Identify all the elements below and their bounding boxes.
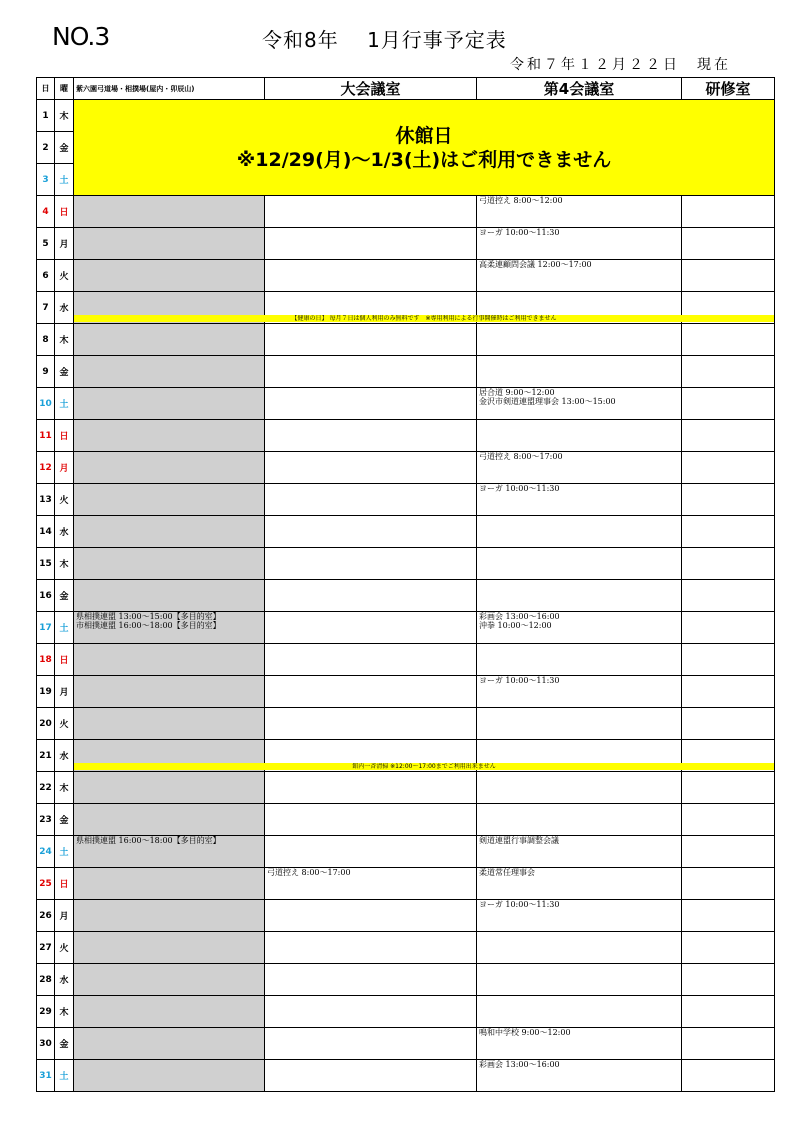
training-cell bbox=[682, 804, 775, 836]
day-number: 8 bbox=[37, 324, 55, 356]
kyudo-cell: 県相撲連盟 16:00～18:00【多目的室】 bbox=[74, 836, 265, 868]
hall-cell bbox=[265, 260, 477, 292]
day-number: 19 bbox=[37, 676, 55, 708]
table-row bbox=[37, 1028, 775, 1060]
hall-cell bbox=[265, 932, 477, 964]
document-number: NO.3 bbox=[52, 22, 110, 51]
room4-cell: 柔道常任理事会 bbox=[477, 868, 682, 900]
training-cell bbox=[682, 996, 775, 1028]
weekday-label: 金 bbox=[55, 132, 74, 164]
day-number: 14 bbox=[37, 516, 55, 548]
kyudo-cell bbox=[74, 356, 265, 388]
training-cell bbox=[682, 1060, 775, 1092]
kyudo-cell bbox=[74, 324, 265, 356]
kyudo-cell bbox=[74, 708, 265, 740]
closure-note: ※12/29(月)～1/3(土)はご利用できません bbox=[236, 148, 612, 171]
day-number: 28 bbox=[37, 964, 55, 996]
kyudo-cell bbox=[74, 484, 265, 516]
training-cell bbox=[682, 484, 775, 516]
room4-cell bbox=[477, 580, 682, 612]
training-cell bbox=[682, 1028, 775, 1060]
kyudo-cell bbox=[74, 196, 265, 228]
table-row bbox=[37, 260, 775, 292]
hall-cell bbox=[265, 1028, 477, 1060]
day-number: 18 bbox=[37, 644, 55, 676]
hall-cell bbox=[265, 548, 477, 580]
day-number: 12 bbox=[37, 452, 55, 484]
hall-cell bbox=[265, 964, 477, 996]
training-cell bbox=[682, 260, 775, 292]
room4-cell bbox=[477, 932, 682, 964]
training-cell bbox=[682, 612, 775, 644]
room4-cell bbox=[477, 644, 682, 676]
day-number: 4 bbox=[37, 196, 55, 228]
table-row bbox=[37, 708, 775, 740]
day-number: 22 bbox=[37, 772, 55, 804]
day-number: 24 bbox=[37, 836, 55, 868]
day-number: 15 bbox=[37, 548, 55, 580]
day-number: 11 bbox=[37, 420, 55, 452]
day-number: 26 bbox=[37, 900, 55, 932]
weekday-label: 日 bbox=[55, 644, 74, 676]
table-row bbox=[37, 228, 775, 260]
day-number: 2 bbox=[37, 132, 55, 164]
training-cell bbox=[682, 676, 775, 708]
hall-cell bbox=[265, 1060, 477, 1092]
training-cell bbox=[682, 452, 775, 484]
room4-cell: 弓道控え 8:00～12:00 bbox=[477, 196, 682, 228]
schedule-table bbox=[36, 77, 775, 1092]
table-row bbox=[37, 1060, 775, 1092]
table-row bbox=[37, 516, 775, 548]
hall-cell bbox=[265, 356, 477, 388]
kyudo-cell bbox=[74, 1060, 265, 1092]
header-row bbox=[37, 78, 775, 100]
day-number: 25 bbox=[37, 868, 55, 900]
day-number: 23 bbox=[37, 804, 55, 836]
kyudo-cell bbox=[74, 1028, 265, 1060]
room4-cell bbox=[477, 356, 682, 388]
training-cell bbox=[682, 772, 775, 804]
day-number: 7 bbox=[37, 292, 55, 324]
room4-cell bbox=[477, 772, 682, 804]
day-number: 1 bbox=[37, 100, 55, 132]
training-cell bbox=[682, 580, 775, 612]
table-row bbox=[37, 836, 775, 868]
table-row bbox=[37, 676, 775, 708]
room4-cell: ヨーガ 10:00～11:30 bbox=[477, 900, 682, 932]
table-row bbox=[37, 932, 775, 964]
weekday-label: 土 bbox=[55, 1060, 74, 1092]
room4-cell: ヨーガ 10:00～11:30 bbox=[477, 484, 682, 516]
room4-cell: 彩画会 13:00～16:00 bbox=[477, 1060, 682, 1092]
training-cell bbox=[682, 964, 775, 996]
cleaning-notice: 館内一斉清掃 ※12:00～17:00までご利用出来ません bbox=[74, 763, 774, 770]
table-row bbox=[37, 772, 775, 804]
table-row bbox=[37, 612, 775, 644]
day-number: 30 bbox=[37, 1028, 55, 1060]
hall-cell bbox=[265, 324, 477, 356]
closure-title: 休館日 bbox=[395, 124, 453, 147]
table-row bbox=[37, 356, 775, 388]
day-number: 29 bbox=[37, 996, 55, 1028]
kyudo-cell bbox=[74, 964, 265, 996]
training-cell bbox=[682, 356, 775, 388]
weekday-label: 木 bbox=[55, 324, 74, 356]
weekday-label: 月 bbox=[55, 452, 74, 484]
weekday-label: 月 bbox=[55, 228, 74, 260]
training-cell bbox=[682, 644, 775, 676]
col-header-weekday: 曜 bbox=[55, 78, 74, 100]
hall-cell bbox=[265, 580, 477, 612]
table-row bbox=[37, 868, 775, 900]
hall-cell bbox=[265, 676, 477, 708]
kyudo-cell bbox=[74, 420, 265, 452]
room4-cell bbox=[477, 708, 682, 740]
weekday-label: 木 bbox=[55, 100, 74, 132]
room4-cell bbox=[477, 964, 682, 996]
col-header-room4: 第4会議室 bbox=[477, 78, 682, 100]
kyudo-cell bbox=[74, 548, 265, 580]
training-cell bbox=[682, 388, 775, 420]
table-row bbox=[37, 644, 775, 676]
weekday-label: 火 bbox=[55, 484, 74, 516]
kyudo-cell bbox=[74, 452, 265, 484]
weekday-label: 火 bbox=[55, 260, 74, 292]
weekday-label: 金 bbox=[55, 356, 74, 388]
hall-cell bbox=[265, 196, 477, 228]
room4-cell bbox=[477, 324, 682, 356]
kyudo-cell bbox=[74, 388, 265, 420]
day-number: 21 bbox=[37, 740, 55, 772]
day-number: 17 bbox=[37, 612, 55, 644]
col-header-hall: 大会議室 bbox=[265, 78, 477, 100]
col-header-kyudo: 紫六園弓道場・相撲場(屋内・卯辰山) bbox=[74, 78, 265, 100]
day-number: 6 bbox=[37, 260, 55, 292]
kyudo-cell bbox=[74, 804, 265, 836]
room4-cell: ヨーガ 10:00～11:30 bbox=[477, 228, 682, 260]
table-row bbox=[37, 484, 775, 516]
weekday-label: 水 bbox=[55, 292, 74, 324]
room4-cell bbox=[477, 420, 682, 452]
table-row bbox=[37, 324, 775, 356]
weekday-label: 日 bbox=[55, 868, 74, 900]
room4-cell: 高柔連顧問会議 12:00～17:00 bbox=[477, 260, 682, 292]
col-header-training: 研修室 bbox=[682, 78, 775, 100]
training-cell bbox=[682, 228, 775, 260]
day-number: 5 bbox=[37, 228, 55, 260]
training-cell bbox=[682, 836, 775, 868]
weekday-label: 水 bbox=[55, 964, 74, 996]
table-row bbox=[37, 804, 775, 836]
hall-cell bbox=[265, 612, 477, 644]
weekday-label: 土 bbox=[55, 612, 74, 644]
day-number: 13 bbox=[37, 484, 55, 516]
table-row bbox=[37, 964, 775, 996]
weekday-label: 月 bbox=[55, 900, 74, 932]
table-row bbox=[37, 900, 775, 932]
hall-cell bbox=[265, 644, 477, 676]
as-of-date: 令和７年１２月２２日 現在 bbox=[510, 57, 731, 73]
kyudo-cell bbox=[74, 228, 265, 260]
hall-cell bbox=[265, 708, 477, 740]
room4-cell: 剣道連盟行事調整会議 bbox=[477, 836, 682, 868]
hall-cell bbox=[265, 452, 477, 484]
kyudo-cell bbox=[74, 516, 265, 548]
room4-cell bbox=[477, 516, 682, 548]
training-cell bbox=[682, 516, 775, 548]
weekday-label: 木 bbox=[55, 548, 74, 580]
room4-cell: 居合道 9:00～12:00 金沢市剣道連盟理事会 13:00～15:00 bbox=[477, 388, 682, 420]
table-row bbox=[37, 100, 775, 132]
kyudo-cell bbox=[74, 580, 265, 612]
day-number: 20 bbox=[37, 708, 55, 740]
day-number: 27 bbox=[37, 932, 55, 964]
hall-cell bbox=[265, 228, 477, 260]
table-row bbox=[37, 580, 775, 612]
room4-cell: 彩画会 13:00～16:00 沖拳 10:00～12:00 bbox=[477, 612, 682, 644]
kyudo-cell bbox=[74, 996, 265, 1028]
col-header-day: 日 bbox=[37, 78, 55, 100]
weekday-label: 日 bbox=[55, 196, 74, 228]
kyudo-cell bbox=[74, 772, 265, 804]
training-cell bbox=[682, 196, 775, 228]
weekday-label: 金 bbox=[55, 580, 74, 612]
day-number: 16 bbox=[37, 580, 55, 612]
hall-cell bbox=[265, 516, 477, 548]
weekday-label: 土 bbox=[55, 836, 74, 868]
hall-cell: 弓道控え 8:00～17:00 bbox=[265, 868, 477, 900]
weekday-label: 木 bbox=[55, 996, 74, 1028]
table-row bbox=[37, 196, 775, 228]
training-cell bbox=[682, 932, 775, 964]
weekday-label: 土 bbox=[55, 388, 74, 420]
weekday-label: 金 bbox=[55, 1028, 74, 1060]
weekday-label: 金 bbox=[55, 804, 74, 836]
closure-block bbox=[74, 100, 775, 196]
hall-cell bbox=[265, 484, 477, 516]
day-number: 9 bbox=[37, 356, 55, 388]
page-title: 令和8年 1月行事予定表 bbox=[262, 28, 507, 52]
training-cell bbox=[682, 548, 775, 580]
kyudo-cell bbox=[74, 644, 265, 676]
hall-cell bbox=[265, 804, 477, 836]
table-row bbox=[37, 996, 775, 1028]
hall-cell bbox=[265, 836, 477, 868]
hall-cell bbox=[265, 420, 477, 452]
schedule-body bbox=[37, 100, 775, 1092]
health-day-notice: 【健康の日】 毎月７日は個人利用のみ無料です ※専用利用による行事開催時はご利用できません bbox=[74, 315, 774, 322]
room4-cell: ヨーガ 10:00～11:30 bbox=[477, 676, 682, 708]
hall-cell bbox=[265, 996, 477, 1028]
day-number: 3 bbox=[37, 164, 55, 196]
hall-cell bbox=[265, 900, 477, 932]
weekday-label: 火 bbox=[55, 708, 74, 740]
weekday-label: 木 bbox=[55, 772, 74, 804]
kyudo-cell bbox=[74, 900, 265, 932]
weekday-label: 日 bbox=[55, 420, 74, 452]
training-cell bbox=[682, 868, 775, 900]
kyudo-cell bbox=[74, 676, 265, 708]
training-cell bbox=[682, 900, 775, 932]
training-cell bbox=[682, 324, 775, 356]
table-row bbox=[37, 420, 775, 452]
training-cell bbox=[682, 708, 775, 740]
room4-cell bbox=[477, 804, 682, 836]
day-number: 10 bbox=[37, 388, 55, 420]
weekday-label: 水 bbox=[55, 516, 74, 548]
training-cell bbox=[682, 420, 775, 452]
room4-cell bbox=[477, 996, 682, 1028]
table-row bbox=[37, 548, 775, 580]
room4-cell: 弓道控え 8:00～17:00 bbox=[477, 452, 682, 484]
kyudo-cell bbox=[74, 260, 265, 292]
day-number: 31 bbox=[37, 1060, 55, 1092]
hall-cell bbox=[265, 388, 477, 420]
kyudo-cell: 県相撲連盟 13:00～15:00【多目的室】 市相撲連盟 16:00～18:00【多目的室】 bbox=[74, 612, 265, 644]
hall-cell bbox=[265, 772, 477, 804]
kyudo-cell bbox=[74, 932, 265, 964]
table-row bbox=[37, 452, 775, 484]
kyudo-cell bbox=[74, 868, 265, 900]
room4-cell bbox=[477, 548, 682, 580]
room4-cell: 鳴和中学校 9:00～12:00 bbox=[477, 1028, 682, 1060]
weekday-label: 土 bbox=[55, 164, 74, 196]
weekday-label: 月 bbox=[55, 676, 74, 708]
table-row bbox=[37, 388, 775, 420]
weekday-label: 火 bbox=[55, 932, 74, 964]
weekday-label: 水 bbox=[55, 740, 74, 772]
